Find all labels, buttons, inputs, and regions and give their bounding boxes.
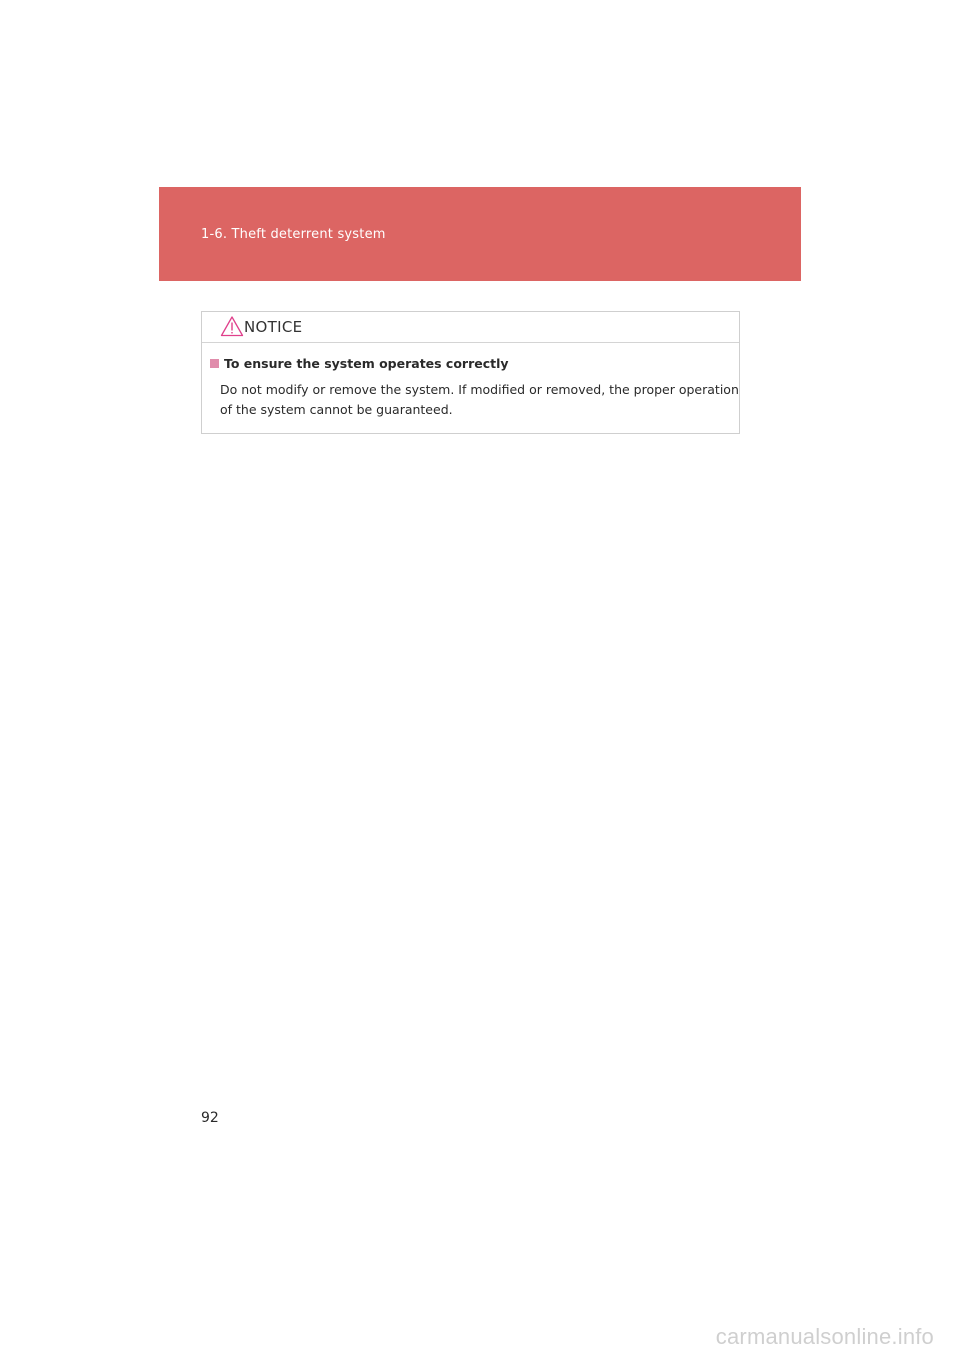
- section-header-band: [159, 187, 801, 281]
- notice-label: NOTICE: [244, 318, 303, 336]
- section-title: 1-6. Theft deterrent system: [201, 227, 386, 242]
- notice-item-heading: [210, 356, 733, 372]
- page-number: 92: [201, 1110, 219, 1126]
- notice-item-body: Do not modify or remove the system. If modified or removed, the proper operation of the system cannot be guaranteed.: [220, 382, 739, 417]
- square-bullet-icon: [210, 359, 219, 368]
- notice-header: [202, 312, 739, 343]
- notice-item-heading-text: To ensure the system operates correctly: [224, 356, 509, 371]
- watermark: carmanualsonline.info: [715, 1324, 934, 1349]
- warning-triangle-icon: [220, 315, 244, 337]
- notice-box: [201, 311, 740, 434]
- notice-item: [210, 356, 739, 420]
